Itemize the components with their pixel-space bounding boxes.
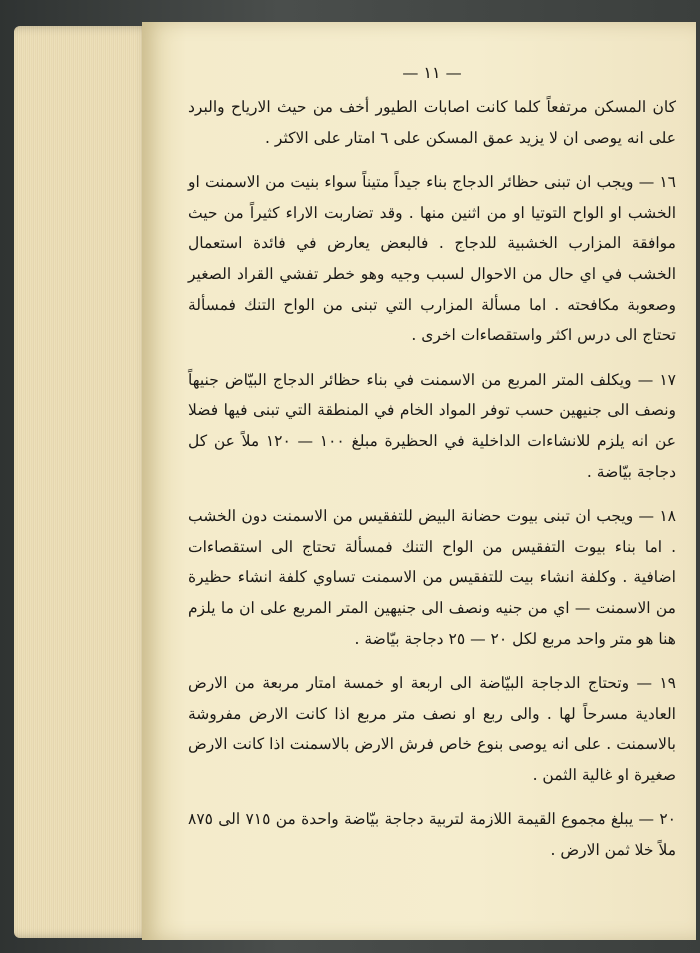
paragraph-18 — [188, 501, 676, 654]
page-edges — [14, 26, 152, 938]
paragraph-intro — [188, 92, 676, 153]
paragraph-text: ٢٠ — يبلغ مجموع القيمة اللازمة لتربية دجاجة بيّاضة واحدة من ٧١٥ الى ٨٧٥ ملاً خلا ثمن الارض . — [188, 810, 676, 860]
paragraph-text: ١٨ — ويجب ان تبنى بيوت حضانة البيض للتفقيس من الاسمنت دون الخشب . اما بناء بيوت التفقيس من الواح التنك فمسألة تحتاج الى استقصاءات اضافية . وكلفة انشاء بيت للتفقيس من الاسمنت تساوي كلفة انشاء حظيرة من الاسمنت — اي من جنيه ونصف الى جنيهين المتر المربع على ان ما يلزم هنا هو متر واحد مربع لكل ٢٠ — ٢٥ دجاجة بيّاضة . — [188, 507, 676, 648]
page-number: — ١١ — — [402, 63, 462, 82]
paragraph-text: ١٦ — ويجب ان تبنى حظائر الدجاج بناء جيداً متيناً سواء بنيت من الاسمنت او الخشب او الواح التوتيا او من اثنين منها . وقد تضاربت الاراء كثيراً من حيث موافقة المزارب الخشبية للدجاج . فالبعض يعارض في فائدة استعمال الخشب في اي حال من الاحوال لسبب وجيه وهو خطر تفشي القراد الصغير وصعوبة مكافحته . اما مسألة المزارب التي تبنى من الواح التنك فمسألة تحتاج الى درس اكثر واستقصاءات اخرى . — [188, 173, 676, 345]
paragraph-20 — [188, 804, 676, 865]
paragraph-text: ١٩ — وتحتاج الدجاجة البيّاضة الى اربعة او خمسة امتار مربعة من الارض العادية مسرحاً لها . والى ربع او نصف متر مربع اذا كانت الارض مفروشة بالاسمنت . على انه يوصى بنوع خاص فرش الارض بالاسمنت اذا كانت الارض صغيرة او غالية الثمن . — [188, 674, 676, 784]
paragraph-19 — [188, 668, 676, 790]
paragraph-text: ١٧ — ويكلف المتر المربع من الاسمنت في بناء حظائر الدجاج البيّاض جنيهاً ونصف الى جنيهين حسب توفر المواد الخام في المنطقة التي تبنى فيها فضلا عن انه يلزم للانشاءات الداخلية في الحظيرة مبلغ ١٠٠ — ١٢٠ ملاً عن كل دجاجة بيّاضة . — [188, 370, 676, 481]
page-text — [188, 58, 676, 880]
paragraph-16 — [188, 167, 676, 351]
paragraph-text: كان المسكن مرتفعاً كلما كانت اصابات الطيور أخف من حيث الارياح والبرد على انه يوصى ان لا يزيد عمق المسكن على ٦ امتار على الاكثر . — [188, 98, 676, 147]
paragraph-17 — [188, 365, 676, 487]
